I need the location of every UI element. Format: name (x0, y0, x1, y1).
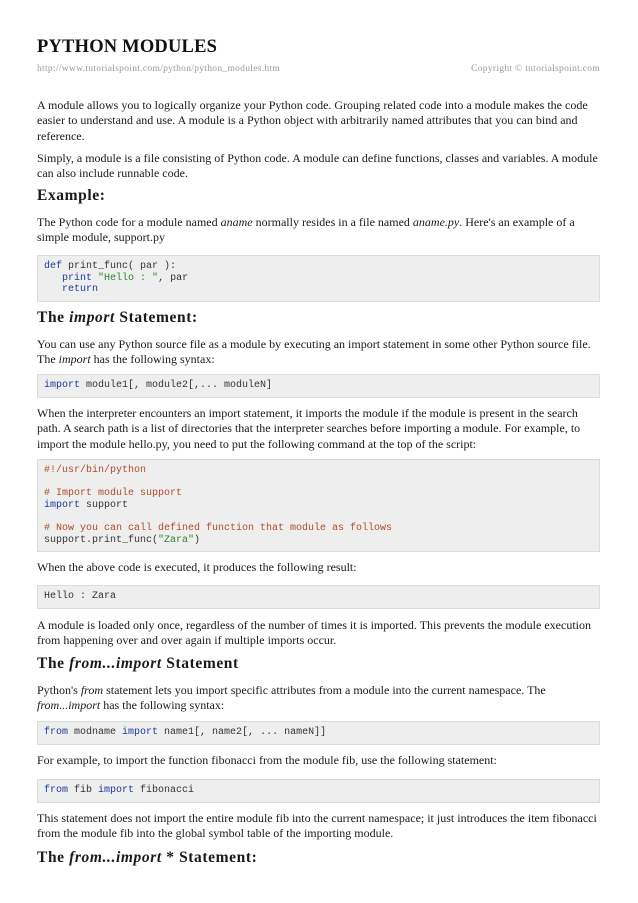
page-title: PYTHON MODULES (37, 37, 218, 57)
intro-paragraph-1: A module allows you to logically organize your Python code. Grouping related code into a module makes the code easier to understand and use. A module is a Python object with arbitrarily named attributes that you can bind and reference. (37, 98, 588, 143)
code-block-result: Hello : Zara (37, 585, 600, 609)
import-paragraph-4: A module is loaded only once, regardless of the number of times it is imported. This prevents the module execution from happening over and over again if multiple imports occur. (37, 618, 591, 648)
example-paragraph: The Python code for a module named aname normally resides in a file named aname.py. Here's an example of a simple module, support.py (37, 215, 575, 245)
code-block-fib: from fib import fibonacci (37, 779, 600, 803)
from-paragraph-1: Python's from statement lets you import specific attributes from a module into the current namespace. The from...import has the following syntax: (37, 683, 546, 713)
from-paragraph-3: This statement does not import the entire module fib into the current namespace; it just introduces the item fibonacci from the module fib into the global symbol table of the importing module. (37, 811, 597, 841)
import-heading: The import Statement: (37, 309, 198, 326)
copyright-text: Copyright © tutorialspoint.com (471, 64, 600, 74)
intro-paragraph-2: Simply, a module is a file consisting of Python code. A module can define functions, classes and variables. A module can also include runnable code. (37, 151, 598, 181)
import-paragraph-2: When the interpreter encounters an import statement, it imports the module if the module is present in the search path. A search path is a list of directories that the interpreter searches before importing a module. For example, to import the module hello.py, you need to put the following command at the top of the script: (37, 406, 581, 451)
code-block-hello: #!/usr/bin/python # Import module support import support # Now you can call defined function that module as follows support.print_func("Zara") (37, 459, 600, 552)
code-block-support: def print_func( par ): print "Hello : ", par return (37, 255, 600, 302)
from-import-star-heading: The from...import * Statement: (37, 849, 258, 866)
source-url[interactable]: http://www.tutorialspoint.com/python/python_modules.htm (37, 64, 281, 74)
import-paragraph-1: You can use any Python source file as a module by executing an import statement in some other Python source file. The import has the following syntax: (37, 337, 591, 367)
from-import-heading: The from...import Statement (37, 655, 239, 672)
import-paragraph-3: When the above code is executed, it produces the following result: (37, 560, 357, 574)
example-heading: Example: (37, 187, 106, 204)
from-paragraph-2: For example, to import the function fibonacci from the module fib, use the following statement: (37, 753, 497, 767)
code-block-from-syntax: from modname import name1[, name2[, ... nameN]] (37, 721, 600, 745)
page-meta (37, 64, 600, 74)
code-block-import-syntax: import module1[, module2[,... moduleN] (37, 374, 600, 398)
